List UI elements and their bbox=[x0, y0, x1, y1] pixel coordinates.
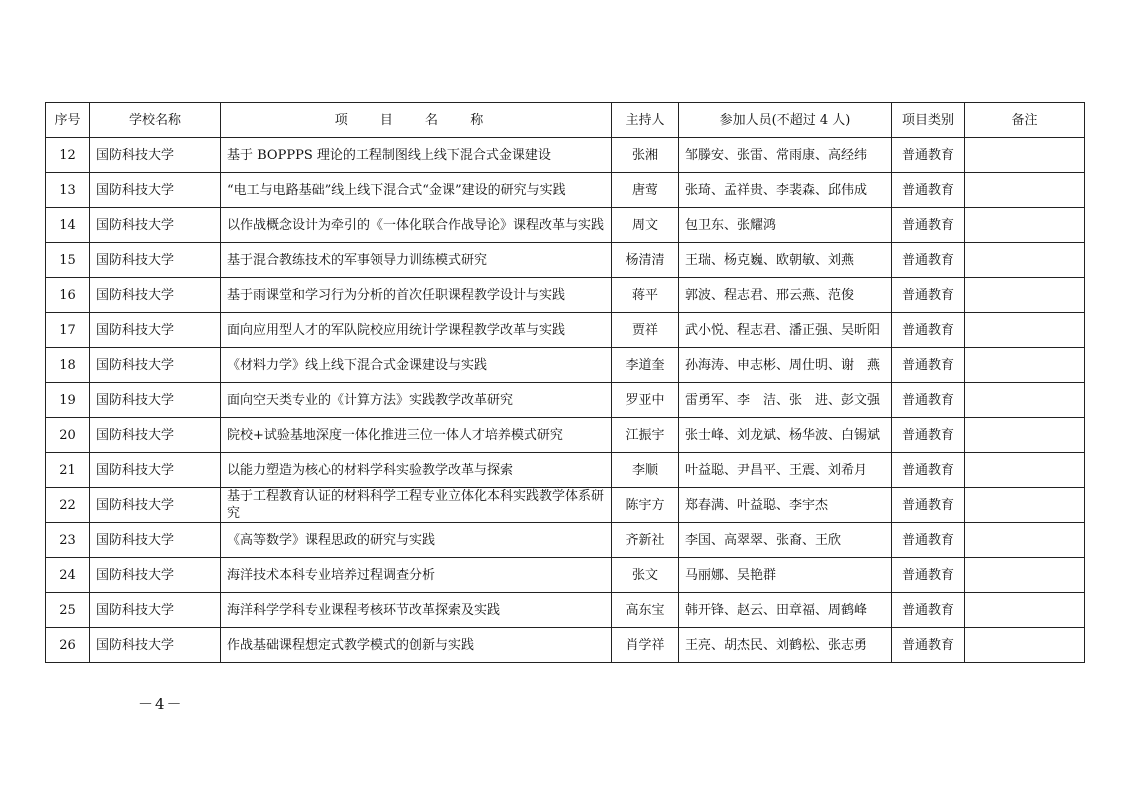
cell-host: 肖学祥 bbox=[612, 628, 679, 663]
cell-title: 《材料力学》线上线下混合式金课建设与实践 bbox=[221, 348, 612, 383]
cell-members: 马丽娜、吴艳群 bbox=[679, 558, 892, 593]
cell-note bbox=[965, 523, 1085, 558]
cell-note bbox=[965, 313, 1085, 348]
cell-host: 张湘 bbox=[612, 138, 679, 173]
cell-title: 以能力塑造为核心的材料学科实验教学改革与探索 bbox=[221, 453, 612, 488]
table-row bbox=[46, 383, 1085, 418]
cell-no: 25 bbox=[46, 593, 90, 628]
cell-members: 孙海涛、申志彬、周仕明、谢 燕 bbox=[679, 348, 892, 383]
cell-host: 周文 bbox=[612, 208, 679, 243]
header-members: 参加人员(不超过 4 人) bbox=[679, 103, 892, 138]
cell-type: 普通教育 bbox=[892, 523, 965, 558]
header-school: 学校名称 bbox=[90, 103, 221, 138]
cell-host: 杨清清 bbox=[612, 243, 679, 278]
table-row bbox=[46, 208, 1085, 243]
page-number: －4－ bbox=[138, 695, 184, 713]
header-host: 主持人 bbox=[612, 103, 679, 138]
cell-school: 国防科技大学 bbox=[90, 208, 221, 243]
table-row bbox=[46, 628, 1085, 663]
cell-no: 14 bbox=[46, 208, 90, 243]
cell-title: “电工与电路基础”线上线下混合式“金课”建设的研究与实践 bbox=[221, 173, 612, 208]
table-row bbox=[46, 278, 1085, 313]
cell-school: 国防科技大学 bbox=[90, 558, 221, 593]
cell-members: 郭波、程志君、邢云燕、范俊 bbox=[679, 278, 892, 313]
cell-school: 国防科技大学 bbox=[90, 138, 221, 173]
cell-title: 海洋科学学科专业课程考核环节改革探索及实践 bbox=[221, 593, 612, 628]
cell-no: 16 bbox=[46, 278, 90, 313]
table-row bbox=[46, 523, 1085, 558]
table-row bbox=[46, 243, 1085, 278]
cell-no: 15 bbox=[46, 243, 90, 278]
cell-no: 21 bbox=[46, 453, 90, 488]
header-note: 备注 bbox=[965, 103, 1085, 138]
table-row bbox=[46, 313, 1085, 348]
cell-school: 国防科技大学 bbox=[90, 313, 221, 348]
cell-members: 包卫东、张耀鸿 bbox=[679, 208, 892, 243]
cell-members: 张琦、孟祥贵、李裴森、邱伟成 bbox=[679, 173, 892, 208]
cell-type: 普通教育 bbox=[892, 208, 965, 243]
header-no: 序号 bbox=[46, 103, 90, 138]
cell-type: 普通教育 bbox=[892, 243, 965, 278]
project-list-table bbox=[45, 102, 1085, 663]
cell-host: 张文 bbox=[612, 558, 679, 593]
cell-title: 面向应用型人才的军队院校应用统计学课程教学改革与实践 bbox=[221, 313, 612, 348]
cell-members: 张士峰、刘龙斌、杨华波、白锡斌 bbox=[679, 418, 892, 453]
cell-title: 作战基础课程想定式教学模式的创新与实践 bbox=[221, 628, 612, 663]
cell-type: 普通教育 bbox=[892, 418, 965, 453]
cell-school: 国防科技大学 bbox=[90, 278, 221, 313]
cell-no: 24 bbox=[46, 558, 90, 593]
cell-members: 李国、高翠翠、张裔、王欣 bbox=[679, 523, 892, 558]
cell-members: 雷勇军、李 洁、张 进、彭文强 bbox=[679, 383, 892, 418]
table-row bbox=[46, 348, 1085, 383]
table-row bbox=[46, 418, 1085, 453]
table-row bbox=[46, 593, 1085, 628]
cell-note bbox=[965, 243, 1085, 278]
cell-host: 贾祥 bbox=[612, 313, 679, 348]
cell-host: 陈宇方 bbox=[612, 488, 679, 523]
cell-note bbox=[965, 488, 1085, 523]
cell-note bbox=[965, 628, 1085, 663]
cell-type: 普通教育 bbox=[892, 313, 965, 348]
cell-type: 普通教育 bbox=[892, 278, 965, 313]
cell-type: 普通教育 bbox=[892, 453, 965, 488]
table-row bbox=[46, 558, 1085, 593]
table-row bbox=[46, 173, 1085, 208]
cell-note bbox=[965, 453, 1085, 488]
cell-note bbox=[965, 383, 1085, 418]
cell-members: 王亮、胡杰民、刘鹤松、张志勇 bbox=[679, 628, 892, 663]
cell-note bbox=[965, 138, 1085, 173]
cell-title: 院校+试验基地深度一体化推进三位一体人才培养模式研究 bbox=[221, 418, 612, 453]
cell-members: 武小悦、程志君、潘正强、吴昕阳 bbox=[679, 313, 892, 348]
cell-title: 基于混合教练技术的军事领导力训练模式研究 bbox=[221, 243, 612, 278]
table-row bbox=[46, 138, 1085, 173]
cell-type: 普通教育 bbox=[892, 348, 965, 383]
cell-no: 23 bbox=[46, 523, 90, 558]
cell-no: 17 bbox=[46, 313, 90, 348]
cell-note bbox=[965, 593, 1085, 628]
cell-type: 普通教育 bbox=[892, 593, 965, 628]
cell-members: 邹滕安、张雷、常雨康、高经纬 bbox=[679, 138, 892, 173]
cell-school: 国防科技大学 bbox=[90, 488, 221, 523]
cell-school: 国防科技大学 bbox=[90, 628, 221, 663]
cell-members: 王瑞、杨克巍、欧朝敏、刘燕 bbox=[679, 243, 892, 278]
cell-school: 国防科技大学 bbox=[90, 173, 221, 208]
cell-no: 20 bbox=[46, 418, 90, 453]
cell-host: 李顺 bbox=[612, 453, 679, 488]
cell-no: 12 bbox=[46, 138, 90, 173]
cell-title: 以作战概念设计为牵引的《一体化联合作战导论》课程改革与实践 bbox=[221, 208, 612, 243]
cell-note bbox=[965, 208, 1085, 243]
cell-members: 韩开锋、赵云、田章福、周鹤峰 bbox=[679, 593, 892, 628]
cell-title: 面向空天类专业的《计算方法》实践教学改革研究 bbox=[221, 383, 612, 418]
cell-school: 国防科技大学 bbox=[90, 348, 221, 383]
cell-title: 基于工程教育认证的材料科学工程专业立体化本科实践教学体系研究 bbox=[221, 488, 612, 523]
cell-no: 22 bbox=[46, 488, 90, 523]
cell-type: 普通教育 bbox=[892, 383, 965, 418]
table-row bbox=[46, 488, 1085, 523]
cell-no: 18 bbox=[46, 348, 90, 383]
header-type: 项目类别 bbox=[892, 103, 965, 138]
cell-host: 罗亚中 bbox=[612, 383, 679, 418]
cell-members: 叶益聪、尹昌平、王震、刘希月 bbox=[679, 453, 892, 488]
cell-title: 基于雨课堂和学习行为分析的首次任职课程教学设计与实践 bbox=[221, 278, 612, 313]
cell-type: 普通教育 bbox=[892, 558, 965, 593]
table-row bbox=[46, 453, 1085, 488]
cell-school: 国防科技大学 bbox=[90, 383, 221, 418]
cell-note bbox=[965, 348, 1085, 383]
cell-no: 26 bbox=[46, 628, 90, 663]
cell-title: 海洋技术本科专业培养过程调查分析 bbox=[221, 558, 612, 593]
cell-host: 高东宝 bbox=[612, 593, 679, 628]
cell-title: 《高等数学》课程思政的研究与实践 bbox=[221, 523, 612, 558]
cell-no: 13 bbox=[46, 173, 90, 208]
cell-host: 江振宇 bbox=[612, 418, 679, 453]
cell-type: 普通教育 bbox=[892, 628, 965, 663]
cell-host: 蒋平 bbox=[612, 278, 679, 313]
table-body bbox=[46, 138, 1085, 663]
cell-note bbox=[965, 558, 1085, 593]
cell-school: 国防科技大学 bbox=[90, 593, 221, 628]
table-header bbox=[46, 103, 1085, 138]
cell-members: 郑春满、叶益聪、李宇杰 bbox=[679, 488, 892, 523]
cell-host: 唐莺 bbox=[612, 173, 679, 208]
cell-title: 基于 BOPPPS 理论的工程制图线上线下混合式金课建设 bbox=[221, 138, 612, 173]
cell-host: 齐新社 bbox=[612, 523, 679, 558]
cell-type: 普通教育 bbox=[892, 173, 965, 208]
cell-school: 国防科技大学 bbox=[90, 418, 221, 453]
cell-note bbox=[965, 173, 1085, 208]
cell-no: 19 bbox=[46, 383, 90, 418]
cell-school: 国防科技大学 bbox=[90, 523, 221, 558]
cell-school: 国防科技大学 bbox=[90, 243, 221, 278]
cell-note bbox=[965, 278, 1085, 313]
cell-type: 普通教育 bbox=[892, 488, 965, 523]
header-row bbox=[46, 103, 1085, 138]
cell-type: 普通教育 bbox=[892, 138, 965, 173]
cell-host: 李道奎 bbox=[612, 348, 679, 383]
header-title: 项 目 名 称 bbox=[221, 103, 612, 138]
cell-note bbox=[965, 418, 1085, 453]
cell-school: 国防科技大学 bbox=[90, 453, 221, 488]
